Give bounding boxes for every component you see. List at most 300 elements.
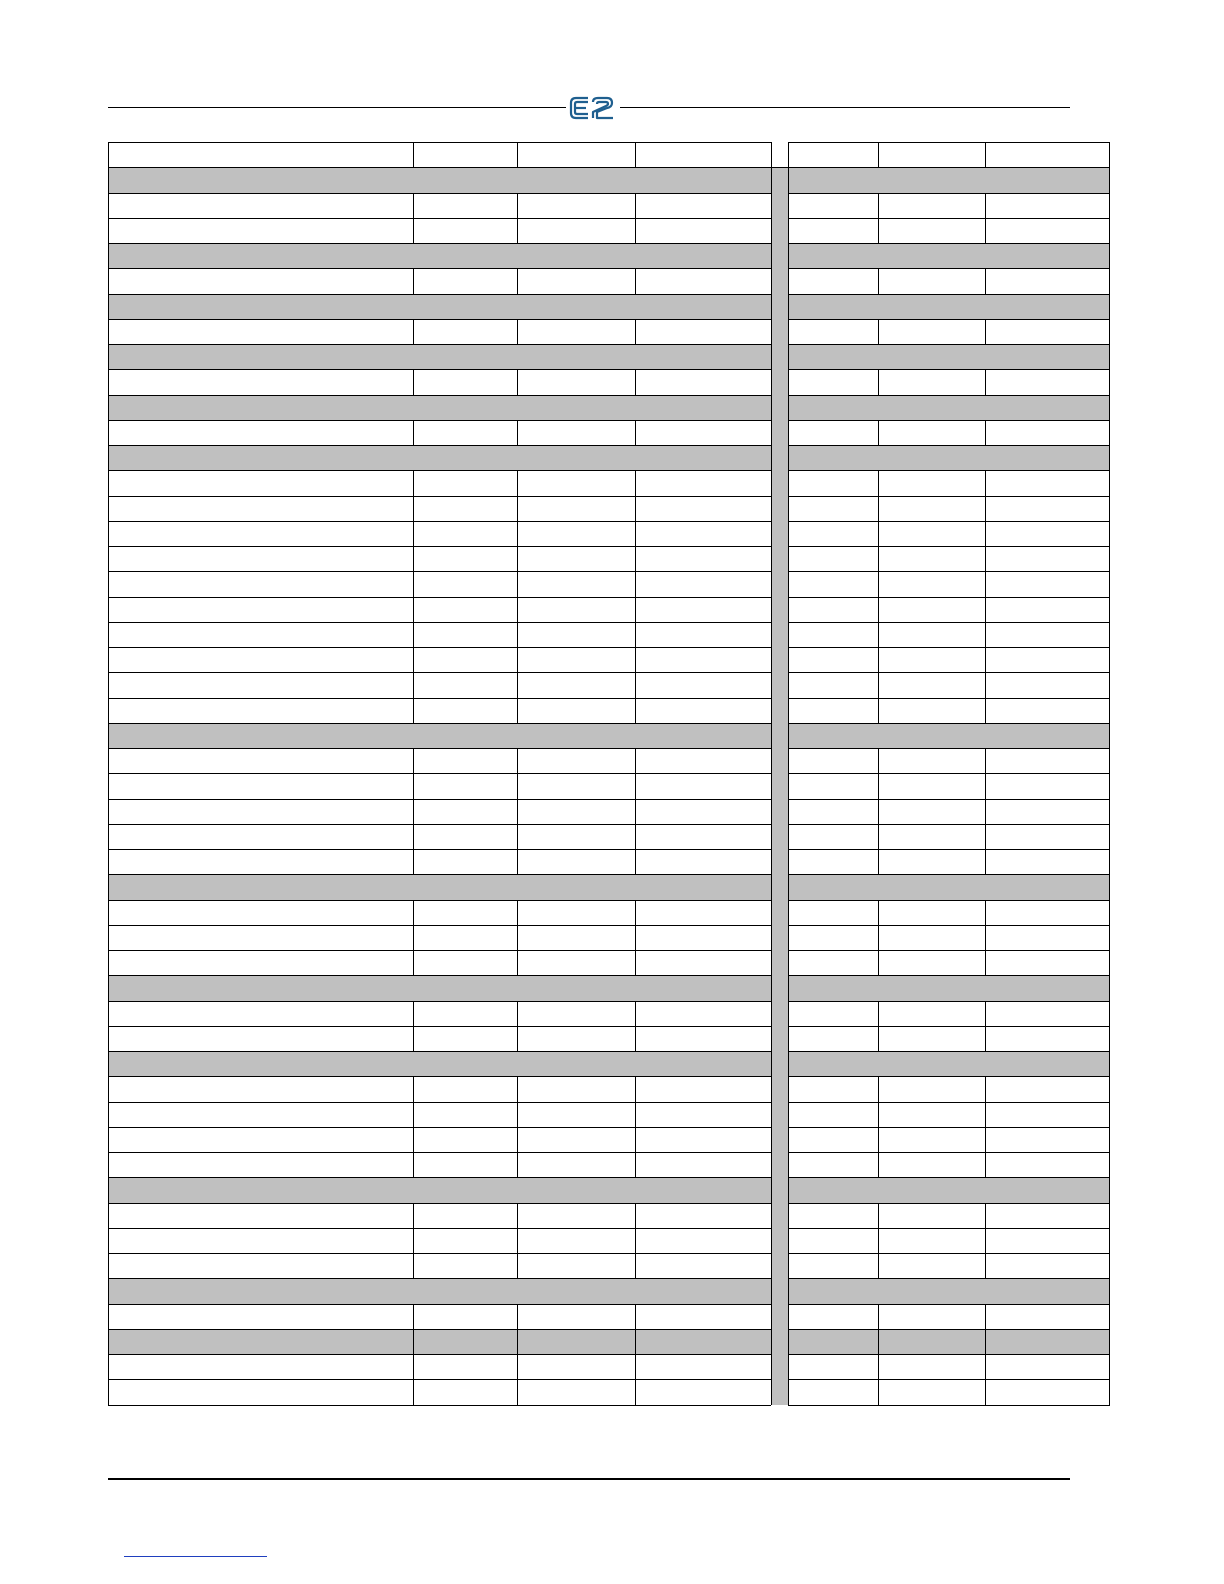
table-cell <box>517 1076 635 1102</box>
table-cell <box>108 243 771 269</box>
table-row <box>108 1304 1110 1330</box>
table-cell <box>635 521 771 547</box>
table-cell <box>108 849 413 875</box>
table-cell <box>517 470 635 496</box>
table-row <box>108 622 1110 648</box>
table-row <box>108 824 1110 850</box>
table-cell <box>108 773 413 799</box>
table-cell <box>878 1329 985 1355</box>
table-cell <box>985 1001 1110 1027</box>
table-cell <box>635 925 771 951</box>
table-cell <box>413 470 517 496</box>
table-cell <box>635 1152 771 1178</box>
table-cell <box>985 698 1110 724</box>
table-cell <box>635 1076 771 1102</box>
table-cell <box>788 369 878 395</box>
table-cell <box>985 470 1110 496</box>
table-cell <box>517 950 635 976</box>
table-cell <box>878 142 985 168</box>
table-cell <box>517 1001 635 1027</box>
table-section-row <box>108 294 1110 320</box>
table-cell <box>635 1203 771 1229</box>
table-cell <box>788 1379 878 1405</box>
table-cell <box>517 622 635 648</box>
table-cell <box>108 167 771 193</box>
table-cell <box>517 1379 635 1405</box>
table-row <box>108 849 1110 875</box>
table-cell <box>635 672 771 698</box>
table-cell <box>788 647 878 673</box>
table-cell <box>635 1253 771 1279</box>
table-cell <box>985 672 1110 698</box>
table-cell <box>413 1127 517 1153</box>
table-cell <box>788 1304 878 1330</box>
table-cell <box>517 1152 635 1178</box>
table-cell <box>517 849 635 875</box>
table-cell <box>635 142 771 168</box>
table-cell <box>635 218 771 244</box>
table-cell <box>985 1329 1110 1355</box>
table-cell <box>985 1102 1110 1128</box>
table-cell <box>108 1076 413 1102</box>
table-cell <box>788 723 1110 749</box>
table-cell <box>878 799 985 825</box>
table-cell <box>985 925 1110 951</box>
table-cell <box>635 1026 771 1052</box>
table-cell <box>985 622 1110 648</box>
table-cell <box>413 597 517 623</box>
table-row <box>108 950 1110 976</box>
table-cell <box>517 369 635 395</box>
table-cell <box>878 824 985 850</box>
table-right-border <box>1109 142 1110 1405</box>
table-cell <box>517 319 635 345</box>
table-cell <box>788 470 878 496</box>
table-row <box>108 1379 1110 1405</box>
table-cell <box>878 849 985 875</box>
table-row <box>108 647 1110 673</box>
table-cell <box>517 799 635 825</box>
footer-link-underline[interactable] <box>124 1556 267 1557</box>
table-cell <box>635 420 771 446</box>
table-cell <box>413 849 517 875</box>
table-cell <box>413 799 517 825</box>
table-cell <box>635 1329 771 1355</box>
table-cell <box>878 1076 985 1102</box>
table-cell <box>108 925 413 951</box>
table-cell <box>413 925 517 951</box>
table-cell <box>108 799 413 825</box>
table-cell <box>985 268 1110 294</box>
table-cell <box>635 1127 771 1153</box>
table-cell <box>788 799 878 825</box>
table-cell <box>788 218 878 244</box>
table-row <box>108 1228 1110 1254</box>
table-cell <box>517 1127 635 1153</box>
table-cell <box>788 268 878 294</box>
table-cell <box>108 546 413 572</box>
table-cell <box>788 1177 1110 1203</box>
table-row <box>108 546 1110 572</box>
table-cell <box>788 597 878 623</box>
table-cell <box>635 470 771 496</box>
table-cell <box>985 900 1110 926</box>
table-cell <box>878 1228 985 1254</box>
table-cell <box>517 1253 635 1279</box>
table-section-row <box>108 445 1110 471</box>
table-cell <box>878 496 985 522</box>
table-cell <box>413 1076 517 1102</box>
table-cell <box>108 748 413 774</box>
table-cell <box>878 369 985 395</box>
table-cell <box>878 647 985 673</box>
table-section-row <box>108 723 1110 749</box>
table-cell <box>788 1051 1110 1077</box>
table-cell <box>108 445 771 471</box>
table-cell <box>788 1278 1110 1304</box>
table-cell <box>108 193 413 219</box>
table-cell <box>878 773 985 799</box>
table-cell <box>108 874 771 900</box>
table-cell <box>108 672 413 698</box>
table-section-row <box>108 243 1110 269</box>
table-cell <box>788 1127 878 1153</box>
table-section-row <box>108 167 1110 193</box>
table-cell <box>413 1026 517 1052</box>
table-cell <box>108 1253 413 1279</box>
table-cell <box>413 1253 517 1279</box>
table-cell <box>413 1102 517 1128</box>
table-cell <box>985 1203 1110 1229</box>
table-row <box>108 268 1110 294</box>
table-cell <box>413 950 517 976</box>
table-cell <box>108 824 413 850</box>
table-cell <box>413 824 517 850</box>
table-cell <box>788 1228 878 1254</box>
table-cell <box>413 142 517 168</box>
table-cell <box>878 900 985 926</box>
table-cell <box>413 571 517 597</box>
table-cell <box>635 1228 771 1254</box>
table-row <box>108 672 1110 698</box>
table-cell <box>108 698 413 724</box>
table-cell <box>878 1379 985 1405</box>
table-cell <box>788 900 878 926</box>
table-cell <box>517 647 635 673</box>
table-cell <box>788 975 1110 1001</box>
table-cell <box>985 1076 1110 1102</box>
table-section-row <box>108 874 1110 900</box>
table-cell <box>635 622 771 648</box>
table-cell <box>878 748 985 774</box>
table-cell <box>635 1001 771 1027</box>
table-cell <box>878 319 985 345</box>
table-cell <box>517 521 635 547</box>
table-cell <box>788 546 878 572</box>
table-cell <box>878 521 985 547</box>
table-row <box>108 1026 1110 1052</box>
table-cell <box>878 597 985 623</box>
table-cell <box>985 849 1110 875</box>
table-cell <box>788 773 878 799</box>
table-cell <box>788 698 878 724</box>
table-cell <box>108 597 413 623</box>
table-cell <box>788 167 1110 193</box>
table-cell <box>635 546 771 572</box>
table-cell <box>413 672 517 698</box>
table-cell <box>635 748 771 774</box>
table-cell <box>517 698 635 724</box>
table-section-row <box>108 1177 1110 1203</box>
table-cell <box>788 445 1110 471</box>
table-cell <box>788 420 878 446</box>
table-cell <box>517 900 635 926</box>
table-cell <box>985 218 1110 244</box>
table-cell <box>985 142 1110 168</box>
table-row <box>108 193 1110 219</box>
table-cell <box>517 546 635 572</box>
table-cell <box>517 748 635 774</box>
table-cell <box>878 1304 985 1330</box>
table-cell <box>413 748 517 774</box>
table-cell <box>108 1203 413 1229</box>
table-cell <box>635 1304 771 1330</box>
table-row <box>108 369 1110 395</box>
table-cell <box>108 1228 413 1254</box>
table-cell <box>788 395 1110 421</box>
table-cell <box>413 1152 517 1178</box>
table-row <box>108 496 1110 522</box>
table-cell <box>788 1354 878 1380</box>
table-cell <box>108 1051 771 1077</box>
table-cell <box>878 698 985 724</box>
table-cell <box>878 1127 985 1153</box>
table-cell <box>517 925 635 951</box>
table-cell <box>413 218 517 244</box>
table-cell <box>517 218 635 244</box>
table-cell <box>413 369 517 395</box>
table-cell <box>878 470 985 496</box>
table-cell <box>517 1304 635 1330</box>
table-cell <box>413 1304 517 1330</box>
table-cell <box>878 1026 985 1052</box>
table-cell <box>985 1026 1110 1052</box>
table-cell <box>517 773 635 799</box>
table-cell <box>788 622 878 648</box>
table-cell <box>878 925 985 951</box>
table-cell <box>788 925 878 951</box>
table-cell <box>517 1026 635 1052</box>
table-cell <box>108 142 413 168</box>
table-cell <box>878 950 985 976</box>
table-cell <box>517 672 635 698</box>
table-cell <box>788 344 1110 370</box>
table-cell <box>878 268 985 294</box>
table-cell <box>108 1329 413 1355</box>
table-cell <box>108 1177 771 1203</box>
table-cell <box>635 647 771 673</box>
table-cell <box>878 420 985 446</box>
table-cell <box>788 193 878 219</box>
table-cell <box>413 1203 517 1229</box>
table-cell <box>413 496 517 522</box>
table-row <box>108 597 1110 623</box>
table-cell <box>517 1203 635 1229</box>
table-row <box>108 925 1110 951</box>
table-cell <box>413 420 517 446</box>
table-row <box>108 1001 1110 1027</box>
table-cell <box>517 193 635 219</box>
table-cell <box>788 1152 878 1178</box>
table-cell <box>788 1026 878 1052</box>
table-cell <box>985 1379 1110 1405</box>
table-cell <box>108 647 413 673</box>
table-cell <box>985 521 1110 547</box>
e2-logo-icon <box>566 92 620 124</box>
table-cell <box>788 243 1110 269</box>
table-cell <box>788 319 878 345</box>
table-row <box>108 1354 1110 1380</box>
table-cell <box>635 900 771 926</box>
table-row <box>108 571 1110 597</box>
table-cell <box>878 1354 985 1380</box>
table-bottom-border <box>108 1405 771 1406</box>
table-cell <box>517 1354 635 1380</box>
table-cell <box>635 799 771 825</box>
table-section-row <box>108 395 1110 421</box>
table-cell <box>788 824 878 850</box>
table-cell <box>635 1102 771 1128</box>
table-cell <box>788 672 878 698</box>
table-cell <box>635 369 771 395</box>
table-cell <box>878 193 985 219</box>
table-cell <box>788 496 878 522</box>
table-cell <box>788 1253 878 1279</box>
footer-rule <box>108 1478 1070 1480</box>
table-cell <box>878 622 985 648</box>
table-row <box>108 698 1110 724</box>
data-table <box>108 142 1110 1406</box>
table-cell <box>517 142 635 168</box>
table-cell <box>878 546 985 572</box>
table-bottom-border <box>788 1405 1110 1406</box>
table-cell <box>985 1253 1110 1279</box>
table-row <box>108 319 1110 345</box>
table-cell <box>985 546 1110 572</box>
table-cell <box>413 1354 517 1380</box>
table-section-row <box>108 344 1110 370</box>
table-cell <box>635 849 771 875</box>
table-row <box>108 420 1110 446</box>
table-cell <box>635 496 771 522</box>
table-cell <box>878 1001 985 1027</box>
table-cell <box>108 319 413 345</box>
table-cell <box>985 420 1110 446</box>
table-cell <box>108 1354 413 1380</box>
table-cell <box>985 748 1110 774</box>
table-cell <box>788 748 878 774</box>
table-cell <box>108 344 771 370</box>
table-cell <box>878 1152 985 1178</box>
table-cell <box>985 647 1110 673</box>
table-cell <box>413 698 517 724</box>
table-cell <box>635 824 771 850</box>
column-separator <box>771 167 788 1404</box>
table-cell <box>788 1102 878 1128</box>
table-cell <box>635 1379 771 1405</box>
table-cell <box>108 521 413 547</box>
table-row <box>108 1203 1110 1229</box>
table-cell <box>788 1329 878 1355</box>
table-row <box>108 1076 1110 1102</box>
table-cell <box>413 193 517 219</box>
table-cell <box>985 597 1110 623</box>
table-cell <box>413 900 517 926</box>
table-cell <box>108 294 771 320</box>
table-cell <box>517 571 635 597</box>
table-cell <box>985 571 1110 597</box>
table-cell <box>108 218 413 244</box>
table-cell <box>517 268 635 294</box>
table-cell <box>108 1026 413 1052</box>
table-cell <box>985 950 1110 976</box>
table-row <box>108 521 1110 547</box>
table-row <box>108 900 1110 926</box>
table-row <box>108 470 1110 496</box>
table-cell <box>413 268 517 294</box>
table-cell <box>108 1001 413 1027</box>
table-cell <box>108 1152 413 1178</box>
table-cell <box>108 496 413 522</box>
table-cell <box>517 1102 635 1128</box>
table-cell <box>635 597 771 623</box>
table-row <box>108 218 1110 244</box>
table-cell <box>985 369 1110 395</box>
table-cell <box>108 900 413 926</box>
table-cell <box>985 824 1110 850</box>
table-cell <box>985 1304 1110 1330</box>
table-section-row <box>108 1278 1110 1304</box>
table-cell <box>413 647 517 673</box>
table-cell <box>108 1127 413 1153</box>
table-cell <box>635 698 771 724</box>
table-cell <box>788 521 878 547</box>
table-cell <box>413 1379 517 1405</box>
table-row <box>108 1253 1110 1279</box>
table-cell <box>635 1354 771 1380</box>
table-cell <box>788 571 878 597</box>
table-cell <box>788 874 1110 900</box>
table-cell <box>985 319 1110 345</box>
table-cell <box>108 420 413 446</box>
table-cell <box>108 268 413 294</box>
table-row <box>108 142 1110 168</box>
table-cell <box>985 773 1110 799</box>
table-row <box>108 748 1110 774</box>
table-cell <box>878 672 985 698</box>
table-cell <box>788 849 878 875</box>
table-cell <box>413 521 517 547</box>
table-cell <box>788 1076 878 1102</box>
table-right-border <box>771 142 772 1405</box>
table-cell <box>517 420 635 446</box>
table-row <box>108 799 1110 825</box>
table-cell <box>108 723 771 749</box>
table-cell <box>788 1001 878 1027</box>
table-cell <box>788 294 1110 320</box>
table-cell <box>413 622 517 648</box>
table-cell <box>878 1102 985 1128</box>
